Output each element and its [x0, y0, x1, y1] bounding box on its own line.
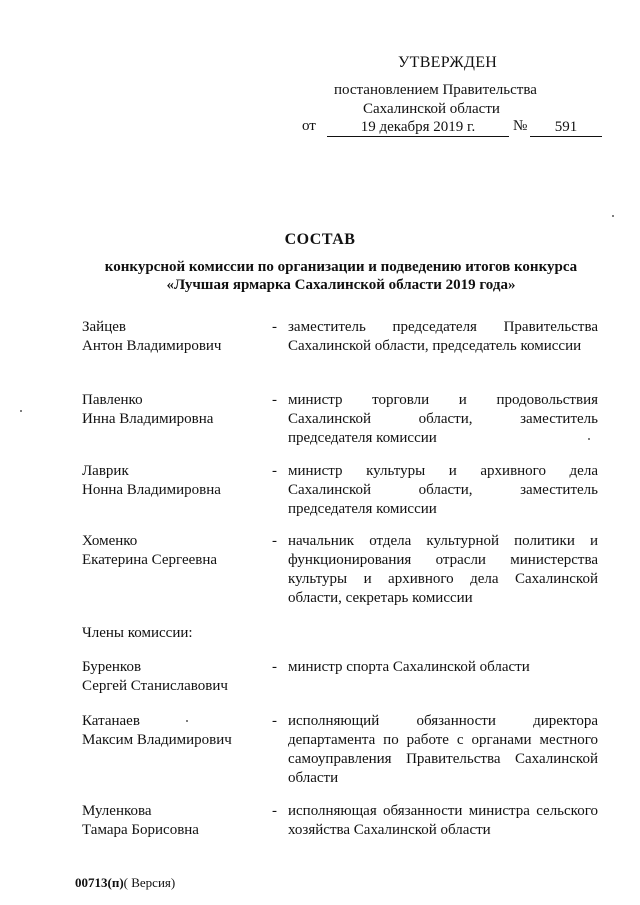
member-name — [82, 802, 199, 840]
member-surname: Катанаев — [82, 713, 140, 729]
member-position: исполняющая обязанности министра сельского хозяйства Сахалинской области — [288, 803, 598, 838]
approval-number: 591 — [530, 118, 602, 137]
member-surname: Зайцев — [82, 319, 126, 335]
number-sign: № — [513, 118, 528, 134]
member-position: начальник отдела культурной политики и функционирования отрасли министерства культуры и архивного дела Сахалинской области, секретарь комиссии — [288, 533, 598, 606]
members-section-label: Члены комиссии: — [82, 625, 193, 641]
document-footer — [75, 875, 175, 891]
member-dash: - — [272, 319, 277, 335]
approved-title: УТВЕРЖДЕН — [398, 54, 498, 71]
approved-region-line: Сахалинской области — [363, 101, 500, 117]
member-surname: Хоменко — [82, 533, 138, 549]
document-subtitle-line-1: конкурсной комиссии по организации и подведению итогов конкурса — [104, 259, 578, 275]
member-given-names: Инна Владимировна — [82, 411, 214, 427]
member-position: министр спорта Сахалинской области — [288, 659, 530, 675]
member-surname: Лаврик — [82, 463, 129, 479]
document-subtitle-line-2: «Лучшая ярмарка Сахалинской области 2019 года» — [166, 277, 516, 293]
member-dash: - — [272, 392, 277, 408]
member-name — [82, 318, 221, 356]
member-name — [82, 462, 221, 500]
member-given-names: Максим Владимирович — [82, 732, 232, 748]
document-code: 00713(п) — [75, 875, 124, 890]
member-given-names: Антон Владимирович — [82, 338, 222, 354]
member-given-names: Нонна Владимировна — [82, 482, 221, 498]
member-position: заместитель председателя Правительства Сахалинской области, председатель комиссии — [288, 319, 598, 354]
member-dash: - — [272, 803, 277, 819]
scan-speck — [20, 410, 22, 412]
member-position: исполняющий обязанности директора департамента по работе с органами местного самоуправления Правительства Сахалинской области — [288, 713, 598, 786]
approved-by-line: постановлением Правительства — [334, 82, 537, 98]
scan-speck — [588, 438, 590, 440]
member-position: министр торговли и продовольствия Сахалинской области, заместитель председателя комиссии — [288, 392, 598, 446]
member-dash: - — [272, 713, 277, 729]
member-dash: - — [272, 533, 277, 549]
member-position: министр культуры и архивного дела Сахалинской области, заместитель председателя комиссии — [288, 463, 598, 517]
approval-date: 19 декабря 2019 г. — [327, 118, 509, 137]
from-label: от — [302, 118, 316, 134]
member-given-names: Екатерина Сергеевна — [82, 552, 218, 568]
member-name — [82, 712, 232, 750]
scan-speck — [186, 720, 188, 722]
member-dash: - — [272, 659, 277, 675]
member-given-names: Тамара Борисовна — [82, 822, 199, 838]
member-surname: Буренков — [82, 659, 142, 675]
member-name — [82, 391, 213, 429]
scan-speck — [612, 215, 614, 217]
member-name — [82, 658, 228, 696]
member-given-names: Сергей Станиславович — [82, 678, 228, 694]
document-subtitle — [0, 258, 640, 294]
document-title: СОСТАВ — [284, 231, 356, 248]
member-surname: Павленко — [82, 392, 143, 408]
member-name — [82, 532, 217, 570]
member-dash: - — [272, 463, 277, 479]
approval-date-row — [302, 118, 602, 138]
member-surname: Муленкова — [82, 803, 152, 819]
document-version: ( Версия) — [123, 875, 176, 890]
